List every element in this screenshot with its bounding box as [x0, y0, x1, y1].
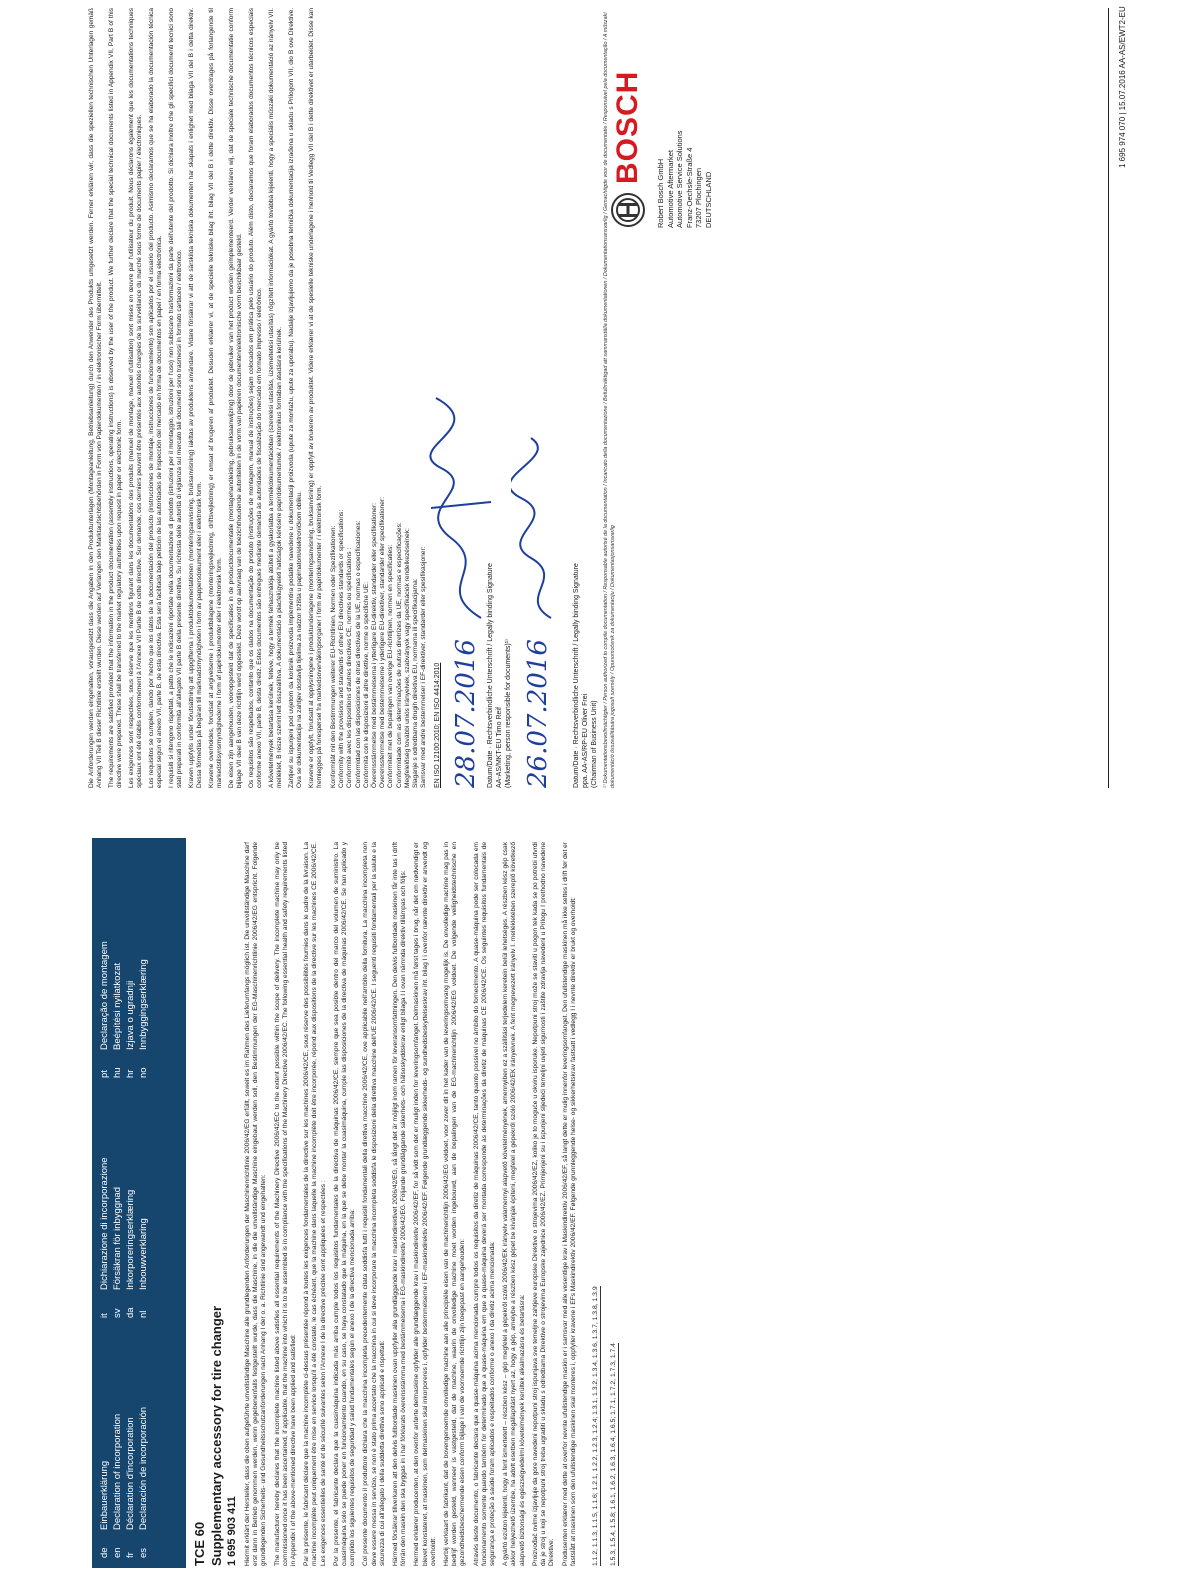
declaration-paragraph-fr: Par la présente, le fabricant déclare que la machine incomplète ci-dessus présentée répond à toutes les exigences fondamentales de la directive sur les machines 2006/42/CE, sous réserve des possibilités fournies dans le cadre de la livraison. La machine incomplète peut uniquement être mise en service lorsqu'il a été constaté, le cas échéant, que la machine dans laquelle la machine incomplète doit être incorporée, répond aux dispositions de la directive sur les machines CE 2006/42/CE. Les exigences essentielles de santé et de sécurité suivantes selon l'Annexe I de la directive précitée sont appliquées et respectées : — [303, 842, 327, 1566]
language-item: no Innbyggingserklæring — [138, 959, 149, 1078]
declaration-paragraph-hu: A gyártó ezúton kijelenti, hogy a fent ismertetett – részben kész – gép megfelel a gépekről szóló 2006/42/EK irányelv valamennyi alapvető követelményének, amennyiben ez a szállítási terjedelem keretein belül lehetséges. A részben kész gép csak akkor helyezhető üzembe, ha adott esetben megállapítást nyert az, hogy a gép, amelybe a részben kész gépet be kívánják építeni, megfelel a gépekről szóló 2006/42/EK irányelvnek. A fent megnevezett irányelv I. mellékletében szereplő következő alapvető biztonsági és egészségvédelmi követelmények kerültek alkalmazásra és betartásra: — [502, 842, 526, 1566]
declaration-paragraph-it: Col presente documento il produttore dichiara che la macchina incompleta precedentemente citata soddisfa tutti i requisiti fondamentali della direttiva macchine 2006/42/CE, ove applicabile nell'ambito della fornitura. La macchina incompleta non deve essere messa in servizio, se non è stato prima accertato che la macchina in cui si deve incorporare la macchina incompleta soddisfa le disposizioni della direttiva macchine dell'UE 2006/42/CE. I seguenti requisiti fondamentali per la salute e la sicurezza di cui all'allegato I della suddetta direttiva sono applicati e rispettati: — [362, 842, 386, 1566]
requirements-paragraph-da: Kravene overholdes, forudsat at angivelserne i produktbilagene (monteringsvejledning, driftsvejledning) er omsat af brugeren af produktet. Desuden erklærer vi, at de specielle tekniske bilag iht. bilag VII del B i dette direktiv. Disse overdrages på forlangende til markedstilsynsmyndighederne i form af papirdokumenter eller i elektronisk form. — [208, 8, 223, 788]
requirements-paragraph-nl: De eisen zijn aangehouden, vooropgesteld dat de specificaties in de productdocumentatie (montagehandleiding, gebruiksaanwijzing) door de gebruiker van het product worden geïmplementeerd. Verder verklaren wij, dat de speciale technische documentatie conform bijlage VII deel B van deze richtlijn werd opgesteld. Deze wordt op aanvraag van de toezichthoudende autoriteiten in de vorm van papieren documenten/elektronische vorm beschikbaar gesteld. — [228, 8, 243, 788]
right-body — [88, 8, 617, 788]
language-item: es Declaración de incorporación — [138, 1406, 149, 1558]
signature-date-2: 26.07.2016 — [523, 639, 554, 788]
signature-name: AA-AS/MKT-EU Timo Reif — [496, 707, 504, 788]
address-line: Automotive Aftermarket — [665, 150, 675, 228]
left-body — [192, 842, 620, 1566]
requirements-paragraph-hr: Zahtjevi su ispunjeni pod uvjetom da korisnik proizvoda implementira podatke navedene u dokumentaciji proizvoda (upute za montažu, upute za uporabu). Nadalje izjavljujemo da je posebna tehnička dokumentacija izrađena u skladu s Prilogom VII, dio B ove Direktive. Ova se dokumentacija na zahtjev dostavlja tijelima za nadzor tržišta u papirnatom/elektroničkom obliku. — [288, 8, 303, 788]
bosch-block — [610, 48, 713, 228]
requirements-paragraph-fr: Les exigences sont respectées, sous réserve que les mentions figurant dans les documentations des produits (manuel de montage, manuel d'utilisation) sont mises en œuvre par l'utilisateur du produit. Nous déclarons également que les documentations techniques spéciaux ont été établis conformément à l'Annexe VII Partie B de cette directive. Sur demande, ces derniers peuvent être présentés aux autorités chargées de la surveillance du marché sous forme de documents papier / électroniques. — [128, 8, 143, 788]
requirements-paragraph-de: Die Anforderungen werden eingehalten, vorausgesetzt dass die Angaben in den Produktunterlagen (Montageanleitung, Betriebsanleitung) durch den Anwender des Produkts umgesetzt werden. Ferner erklären wir, dass die speziellen technischen Unterlagen gemäß Anhang VII Teil B dieser Richtlinie erstellt wurden. Diese werden auf Verlangen den Marktaufsichtsbehörden in Form von Papierdokumenten / in elektronischer Form übermittelt. — [88, 8, 103, 788]
conformity-line: Megfelelőség további uniós irányelvek, szabványok vagy specifikációk rendelkezéseinek: — [403, 528, 411, 788]
requirements-paragraph-no: Kravene er oppfylt, forutsatt at opplysningene i produktunderlagene (monteringsanvisning, bruksanvisning) er oppfylt av brukeren av produktet. Videre erklærer vi at de spesielle tekniske underlagene i henhold til Vedlegg VII del B i dette direktivet er utarbeidet. Disse kan fremlegges på forespørsel fra markedsovervåkingsorganer i form av papirdokumenter / i elektronisk form. — [308, 8, 323, 788]
language-item: da Inkorporeringserklæring — [125, 1189, 136, 1318]
conformity-list — [330, 8, 428, 788]
signature-date-1: 28.07.2016 — [451, 639, 482, 788]
bosch-armature-icon — [610, 192, 646, 228]
address-line: Automotive Service Solutions — [675, 130, 684, 228]
language-item: sv Försäkran för inbyggnad — [112, 1187, 123, 1318]
language-bar — [92, 838, 186, 1568]
language-column-1 — [98, 1407, 150, 1558]
signature-role: Datum/Date · Rechtsverbindliche Unterschrift / Legally binding Signature — [487, 563, 495, 788]
requirements-paragraph-hu: A követelmények betartása kerülnek, feltéve, hogy a termék felhasználója átülteti a gyakorlatba a termékdokumentációban (szerelési utasítás, üzemeltetési utasítás) rögzített információkat. A gyártó továbbá kijelenti, hogy a speciális műszaki dokumentáció az irányelv VII. melléklet, B része szerint lett összeállítva. A dokumentáció a piacfelügyeleti hatóságok kérésére papírdokumentumok / elektronikus formában átadásra kerülnek. — [268, 8, 283, 788]
conformity-line: Conformidad con las disposiciones de otras directivas de la UE, normas o especificaciones: — [354, 520, 362, 788]
language-item: en Declaration of incorporation — [112, 1413, 123, 1558]
declaration-paragraph-hr: Proizvođač ovime izjavljuje da gore navedeni nepotpuni stroj ispunjava sve temeljne zahtjeve europske Direktive o strojevima 2006/42/EZ, koliko je to moguće u okviru isporuke. Nepotpuni stroj može se staviti u pogon tek kada se po potrebi utvrdi da je stroj u koji se nepotpuni stroj treba ugraditi u skladu s odredbama Direktive o strojevima Europske zajednice 2006/42/EZ. Primijenjeni su i ispunjeni sljedeći temeljni uvjeti sigurnosti i zaštite zdravlja navedeni u Prilogu I prethodno navedene Direktive: — [531, 842, 556, 1566]
language-item: nl Inbouwverklaring — [138, 1218, 149, 1318]
company-address — [656, 48, 713, 228]
declaration-paragraph-es: Por la presente, el fabricante declara que la cuasimáquina indicada más arriba cumple todos los requisitos fundamentales de la directiva de máquinas 2006/42/CE, siempre que sea posible dentro del marco del volumen de suministro. La cuasimáquina solo se puede poner en funcionamiento cuando, en su caso, se haya constatado que la máquina, en la que se debe montar la cuasimáquina, cumple las disposiciones de la directiva de máquinas 2006/42/CE. Se han aplicado y cumplido los siguientes requisitos de seguridad y salud fundamentales según el anexo I de la directiva mencionada arriba: — [332, 842, 357, 1566]
signature-info-1 — [487, 563, 513, 788]
footnote: ¹⁾ Dokumentationsbevollmächtigter / Person authorized to compile documentation / Responsable autorisé de la documentation / Incaricato della documentazione / Befullmäktigad att sammanställa dokumentationen / Dokumentationsansvarlig / Gemachtigde voor de documentatie / Responsável pela documentação / A műszaki dokumentáció összeállítására jogosult személy / Opunomoćenik za dokumentaciju / Dokumentasjonsansvarlig — [603, 12, 617, 788]
conformity-line: Conformiteit met de bepalingen van overige EU-richtlijnen, normen en specificaties: — [387, 544, 395, 788]
language-column-3 — [98, 941, 150, 1078]
conformity-line: Conformité avec les dispositions d'autres directives CE, normes ou spécifications : — [346, 547, 354, 788]
requirements-list — [584, 842, 620, 1566]
declaration-paragraph-de: Hiermit erklärt der Hersteller, dass die oben aufgeführte unvollständige Maschine alle grundlegenden Anforderungen der Maschinenrichtlinie 2006/42/EG erfüllt, soweit es im Rahmen des Lieferumfangs möglich ist. Die unvollständige Maschine darf erst dann in Betrieb genommen werden, wenn gegebenenfalls festgestellt wurde, dass die Maschine, in die die unvollständige Maschine eingebaut werden soll, den Bestimmungen der EG-Maschinenrichtlinie 2006/42/EG entspricht. Folgende grundlegenden Sicherheits- und Gesundheitsschutzanforderungen nach Anhang I der o. a. Richtlinie sind angewandt und eingehalten: — [244, 842, 268, 1566]
conformity-line: Conformidade com as determinações de outras diretrizes da UE, normas e especificações: — [395, 522, 403, 788]
declaration-paragraph-da: Hermed erklærer producenten, at den ovenfor anførte delmaskine opfylder alle grundlæggende krav i maskindirektiv 2006/42/EF, for så vidt som det er muligt inden for leveringsomfanget. Delmaskinen må først tages i brug, når det om nødvendigt er blevet konstateret, at maskinen, som delmaskinen skal inkorporeres i, opfylder bestemmelserne i EF-maskindirektiv 2006/42/EF. Følgende grundlæggende sikkerheds- og sundhedsbeskyttelseskrav iht. bilag I i ovenfor nævnte direktiv er anvendt og overholdt: — [413, 842, 437, 1566]
signature-note: (Chairman of Business Unit) — [590, 700, 598, 788]
conformity-line: Samsvar med andre bestemmelser i EF-direktiver, standarder eller spesifikasjoner: — [420, 546, 428, 788]
requirements-line: 1.5.3, 1.5.4, 1.5.8; 1.6.1, 1.6.2, 1.6.3, 1.6.4, 1.6.5; 1.7.1, 1.7.2, 1.7.3, 1.7.4 — [609, 1343, 617, 1566]
product-number: 1 695 903 411 — [226, 1496, 238, 1566]
requirements-paragraph-it: I requisiti si ritengono rispettati, a patto che le indicazioni riportate nella documentazione di prodotto (istruzioni per il montaggio, istruzioni per l'uso) non subiscano trasformazioni da parte dell'utente del prodotto. Si dichiara inoltre che gli specifici documenti tecnici sono stati preparati in conformità all'allegato VII parte B della presente direttiva. Su richiesta delle autorità di vigilanza sul mercato tali documenti sono trasmessi in formato cartaceo / elettronico. — [168, 8, 183, 788]
language-item: fr Déclaration d'incorporation — [125, 1417, 136, 1558]
product-subtitle: Supplementary accessory for tire changer — [209, 1305, 224, 1566]
address-line: DEUTSCHLAND — [703, 171, 713, 228]
signature-info-2 — [573, 8, 599, 788]
standards-line: EN ISO 12100:2010; EN ISO 4414:2010 — [434, 662, 442, 788]
language-item: pt Declaração de montagem — [99, 941, 110, 1078]
footer-rule — [1108, 8, 1109, 788]
conformity-line: Slaganje s odredbama drugih direktiva EU, normama ili specifikacijama: — [412, 578, 420, 788]
declaration-paragraph-pt: Através deste documento, o fabricante declara que a quase-máquina acima mencionada cumpre todos os requisitos da diretiz de máquinas 2006/42/CE, tanto quanto possível no âmbito do fornecimento. A quase-máquina pode ser colocada em funcionamento somente quando também for determinado que a quase-máquina em que a quase-máquina deverá ser montada corresponde às determinações da diretiz de máquinas CE 2006/42/CE. Os seguintes requisitos fundamentais de segurança e proteção à saúde foram aplicados e respeitados conforme o anexo I da diretiz acima mencionada: — [472, 842, 497, 1566]
conformity-line: Conformità con le disposizioni di altre direttive, norme o specifiche UE: — [362, 582, 370, 788]
declaration-paragraph-sv: Härmed försäkrar tillverkaren att den delvis fullbordade maskinen ovan uppfyller alla grundläggande krav i maskindirektivet 2006/42/EG, så långt det är möjligt inom ramen för leveransomfattningen. Den delvis fullbordade maskinen får inte tas i drift förrän den maskin den ska byggas in i har förklarats överensstämma med bestämmelserna i EG-maskindirektiv 2006/42/EG. Följande grundläggande säkerhets- och hälsoskyddskrav enligt bilaga I i ovan nämnda direktiv tillämpas och följs: — [392, 842, 408, 1566]
declaration-paragraph-nl: Hierbij verklaart de fabrikant, dat de bovengenoemde onvolledige machine aan alle principiële eisen van de machinerichtlijn 2006/42/EG voldoet, voor zover dit in het kader van de leveringsomvang mogelijk is. De onvolledige machine mag pas in bedrijf worden gesteld, wanneer is vastgesteld, dat de machine, waarin de onvolledige machine moet worden ingebouwd, aan de bepalingen van de EG-machinerichtlijn 2006/42/EG voldoet. De volgende veiligheidstechnische en gezondheidsbeschermende eisen conform bijlage I van de voornoemde richtlijn zijn toegepast en aangehouden: — [443, 842, 467, 1566]
declaration-paragraph-en: The manufacturer hereby declares that the incomplete machine listed above satisfies all essential requirements of the Machinery Directive 2006/42/EC to the extent possible within the scope of delivery. The incomplete machine may only be commissioned once it has been ascertained, if applicable, that the machine into which it is to be assembled is in compliance with the specifications of the Machinery Directive 2006/42/EC. The following essential health and safety requirements listed in Appendix I of the above-mentioned directive have been applied and satisfied: — [273, 842, 298, 1566]
document-code: 1 695 974 070 | 15.07.2016 AA-AS/EWT2-EU — [1118, 6, 1127, 168]
conformity-line: Konformität mit den Bestimmungen weiterer EU-Richtlinien, Normen oder Spezifikationen: — [330, 525, 337, 788]
address-line: Franz-Oechsle-Straße 4 — [684, 147, 694, 228]
signature-note: (Marketing, person responsible for documents)¹⁾ — [504, 639, 512, 788]
conformity-line: Overensstemmelse med bestemmelserne i yderligere EU-direktiver, standarder eller specifikationer: — [379, 497, 387, 788]
requirements-line: 1.1.2, 1.1.3, 1.1.5, 1.1.6; 1.2.1, 1.2.2, 1.2.3, 1.2.4; 1.3.1, 1.3.2, 1.3.4, 1.3.6, 1.3.7, 1.3.8, 1.3.9 — [591, 1286, 599, 1566]
language-item: hu Beépítési nyilatkozat — [112, 962, 123, 1078]
right-panel — [0, 8, 1192, 788]
requirements-paragraph-es: Los requisitos se cumplen, dando por hecho que los datos de la documentación del producto (instrucciones de montaje, instrucciones de funcionamiento) son aplicados por el usuario del producto. Asimismo declaramos que se ha elaborado la documentación técnica especial según el anexo VII, parte B, de esta directiva. Esta será facilitada bajo petición de las autoridades de inspección del mercado en forma de documentos en papel / en forma electrónica. — [148, 8, 163, 788]
requirements-paragraph-pt: Os requisitos são respeitados, contanto que os dados na documentação do produto (instruções de montagem, manual de instruções) sejam colocados em prática pelo usuário do produto. Além disto, declaramos que foram elaborados documentos técnicos especiais conforme anexo VII, parte B, desta diretiz. Estes documentos são entregues mediante demanda às autoridades de fiscalização do mercado em formato impresso / eletrônico. — [248, 8, 263, 788]
language-item: it Dichiarazione di incorporazione — [99, 1157, 110, 1318]
conformity-line: Överensstämmelse med bestämmelserna i ytterligare EU-direktiv, standarder eller specifikationer: — [371, 503, 379, 788]
language-item: hr Izjava o ugradnji — [125, 980, 136, 1078]
bosch-wordmark: BOSCH — [611, 70, 644, 184]
bosch-logo — [610, 48, 646, 228]
address-line: 73207 Plochingen — [694, 167, 703, 228]
signature-block-1 — [451, 8, 571, 788]
left-panel — [0, 828, 1192, 1588]
product-title: TCE 60 — [192, 1521, 207, 1566]
signature-name: ppa. AA-AS/RP-EU Oliver Frei — [582, 693, 590, 788]
signature-scribble-2 — [511, 428, 571, 628]
signature-role: Datum/Date · Rechtsverbindliche Unterschrift / Legally binding Signature — [573, 563, 581, 788]
language-column-2 — [98, 1157, 150, 1318]
address-line: Robert Bosch GmbH — [656, 158, 665, 228]
requirements-paragraph-en: The requirements are satisfied provided that the information in the product documentation (assembly instructions, operating instructions) is observed by the user of the product. We further declare that the special technical documents listed in Appendix VII, Part B of this directive were prepared. These shall be transferred to the market regulatory authorities upon request in paper or electronic form. — [108, 8, 123, 788]
declaration-paragraph-no: Produsenten erklærer med dette at overfor nevnte ufullstendige maskin er i samsvar med alle vesentlige krav i Maskindirektiv 2006/42/EF, så langt dette er mulig innenfor leveringsomfanget. Den ufullstendige maskinen må ikke settes i drift før det er fastslått at maskinen som den ufullstendige maskinen skal monteres i, oppfyller kravene i EFs Maskindirektiv 2006/42/EF. Følgende grunnleggende helse- og sikkerhetskrav fastsatt i vedlegg I i nevnte direktiv er brukt og overholdt: — [561, 842, 577, 1566]
requirements-paragraph-sv: Kraven uppfylls under förutsättning att uppgifterna i produktdokumentationen (monteringsanvisning, bruksanvisning) iakttas av produktens användare. Vidare försäkrar vi att de särskilda tekniska dokumenten har skapats i enlighet med bilaga VII del B i detta direktiv. Dessa förmedlas på begäran till marknadsmyndigheten i form av pappersdokument eller i elektronisk form. — [188, 8, 203, 788]
language-item: de Einbauerklärung — [99, 1460, 110, 1558]
conformity-line: Conformity with the provisions and standards of other EU directives standards or specifications: — [338, 509, 346, 788]
